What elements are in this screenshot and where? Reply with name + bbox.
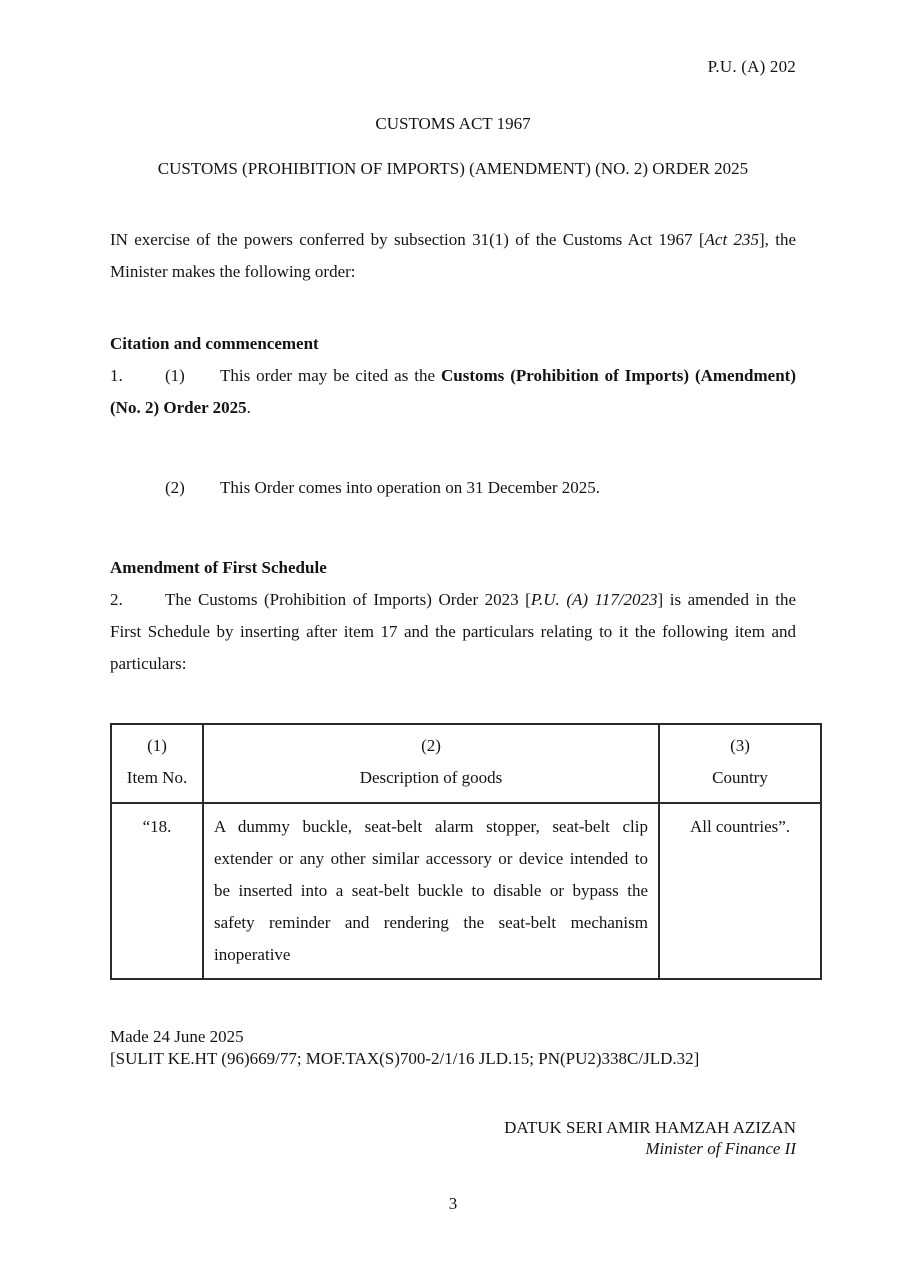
order-name-bold: Customs (Prohibition of Imports) (Amendment) (No. 2) Order 2025 <box>110 366 796 417</box>
preamble-paragraph <box>110 224 796 288</box>
citation-subsection-2 <box>110 472 796 504</box>
signatory-title: Minister of Finance II <box>645 1139 796 1158</box>
gazette-reference: P.U. (A) 202 <box>707 57 796 76</box>
order-title: CUSTOMS (PROHIBITION OF IMPORTS) (AMENDMENT) (NO. 2) ORDER 2025 <box>157 159 749 178</box>
amendment-heading: Amendment of First Schedule <box>110 558 327 577</box>
citation-run3: . <box>246 398 251 417</box>
header-country <box>659 724 821 803</box>
preamble-run1: IN exercise of the powers conferred by subsection 31(1) of the Customs Act 1967 [ <box>110 230 705 249</box>
schedule-table <box>110 723 822 980</box>
preamble-run3: ], the Minister makes the following order: <box>110 230 797 281</box>
header-description-label: Description of goods <box>359 768 503 787</box>
item-1-number: 1. <box>110 366 123 385</box>
signature-block <box>110 1117 796 1159</box>
preamble-act-citation: Act 235 <box>704 230 760 249</box>
made-date-line: Made 24 June 2025 <box>110 1027 244 1046</box>
subsection-2-number: (2) <box>165 478 185 497</box>
made-block <box>110 1026 796 1070</box>
amendment-run1: The Customs (Prohibition of Imports) Order 2023 [ <box>165 590 531 609</box>
cell-country: All countries”. <box>659 803 821 979</box>
citation-heading: Citation and commencement <box>110 334 319 353</box>
header-description <box>203 724 659 803</box>
subsection-1-number: (1) <box>165 366 185 385</box>
amendment-pu-citation: P.U. (A) 117/2023 <box>530 590 658 609</box>
signatory-name: DATUK SERI AMIR HAMZAH AZIZAN <box>504 1118 796 1137</box>
amendment-run3: ] is amended in the First Schedule by inserting after item 17 and the particulars relating to it the following item and particulars: <box>110 590 796 673</box>
act-title: CUSTOMS ACT 1967 <box>375 114 531 133</box>
commencement-text: This Order comes into operation on 31 December 2025. <box>220 478 601 497</box>
amendment-paragraph <box>110 584 796 680</box>
citation-subsection-1 <box>110 360 796 424</box>
header-description-num: (2) <box>421 736 441 755</box>
citation-run1: This order may be cited as the <box>220 366 442 385</box>
item-2-number: 2. <box>110 590 123 609</box>
header-item-no-num: (1) <box>147 736 167 755</box>
cell-item-no: “18. <box>111 803 203 979</box>
table-row <box>111 803 821 979</box>
page-number: 3 <box>448 1194 458 1213</box>
header-country-label: Country <box>712 768 768 787</box>
table-header-row <box>111 724 821 803</box>
cell-description: A dummy buckle, seat-belt alarm stopper, seat-belt clip extender or any other similar accessory or device intended to be inserted into a seat-belt buckle to disable or bypass the safety reminder and rendering the seat-belt mechanism inoperative <box>203 803 659 979</box>
file-reference-line: [SULIT KE.HT (96)669/77; MOF.TAX(S)700-2/1/16 JLD.15; PN(PU2)338C/JLD.32] <box>110 1049 700 1068</box>
header-item-no-label: Item No. <box>126 768 188 787</box>
header-country-num: (3) <box>730 736 750 755</box>
header-item-no <box>111 724 203 803</box>
